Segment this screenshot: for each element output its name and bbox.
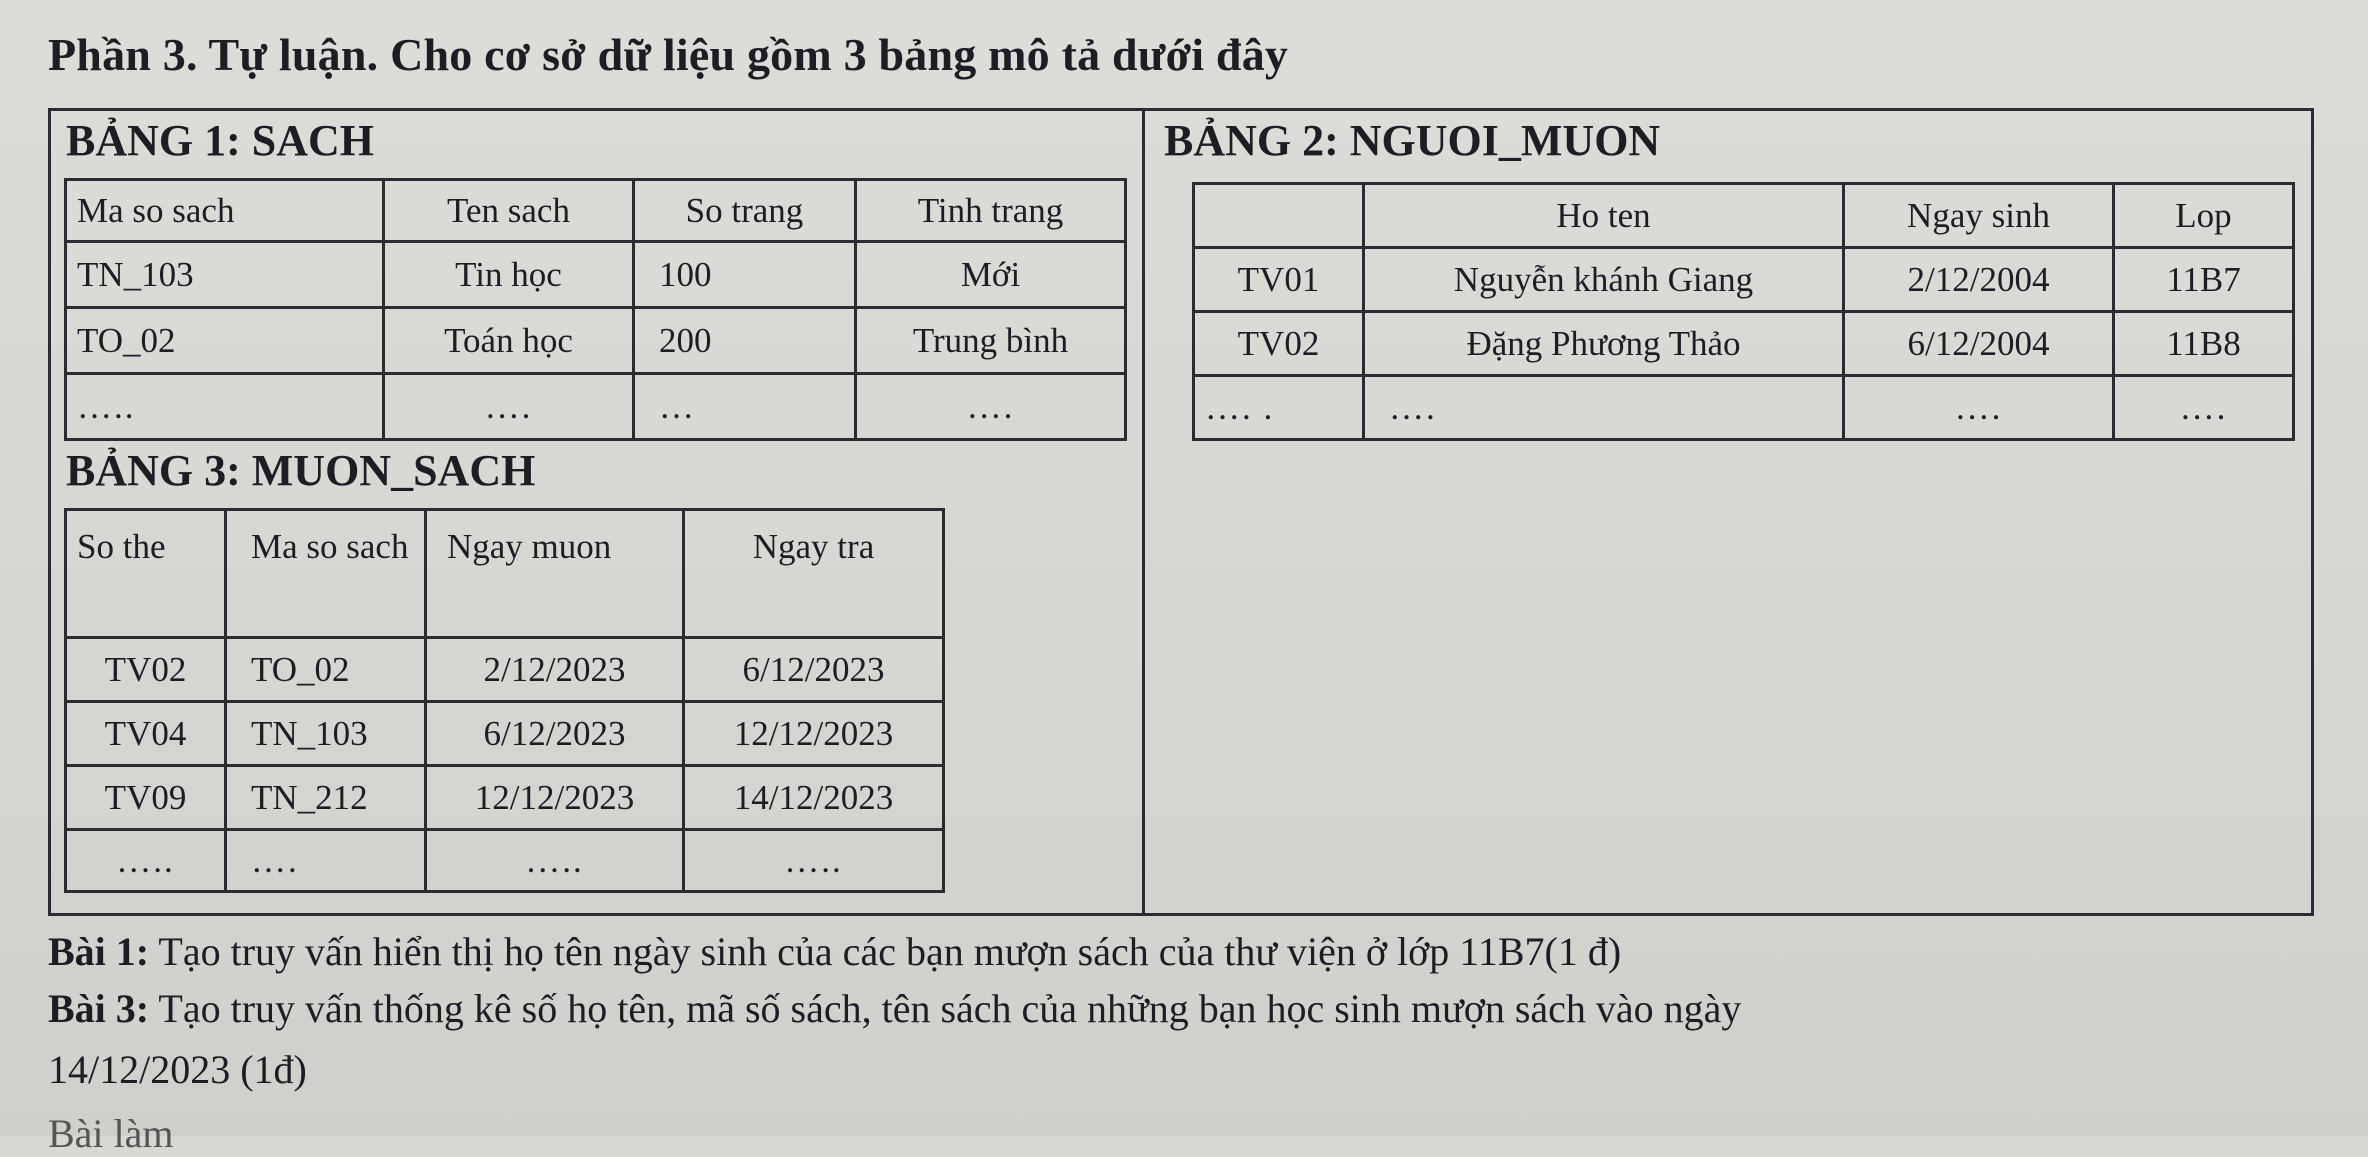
table-header-cell: Ma so sach bbox=[226, 510, 426, 638]
table-row bbox=[66, 766, 944, 830]
table-cell: ….. bbox=[684, 830, 944, 892]
table-cell: …. bbox=[1844, 376, 2114, 440]
table-cell: 6/12/2023 bbox=[426, 702, 684, 766]
task-1 bbox=[48, 928, 1621, 975]
table-cell: Mới bbox=[856, 242, 1126, 308]
table-row bbox=[66, 702, 944, 766]
table-cell: TN_212 bbox=[226, 766, 426, 830]
task-1-text: Tạo truy vấn hiển thị họ tên ngày sinh của các bạn mượn sách của thư viện ở lớp 11B7(1 đ) bbox=[158, 929, 1622, 974]
table-cell: …. bbox=[384, 374, 634, 440]
table-cell: Tin học bbox=[384, 242, 634, 308]
table-header-cell: Ma so sach bbox=[66, 180, 384, 242]
frame-divider bbox=[1142, 108, 1145, 916]
table-cell: Đặng Phương Thảo bbox=[1364, 312, 1844, 376]
table-cell: … bbox=[634, 374, 856, 440]
table-cell: …. bbox=[1364, 376, 1844, 440]
table-cell: 14/12/2023 bbox=[684, 766, 944, 830]
table-cell: 11B7 bbox=[2114, 248, 2294, 312]
table-cell: …. . bbox=[1194, 376, 1364, 440]
table-cell: TV02 bbox=[66, 638, 226, 702]
page-title: Phần 3. Tự luận. Cho cơ sở dữ liệu gồm 3 bảng mô tả dưới đây bbox=[48, 29, 1289, 80]
table-row bbox=[1194, 312, 2294, 376]
table-header-cell: Ngay sinh bbox=[1844, 184, 2114, 248]
table-cell: …. bbox=[226, 830, 426, 892]
table-cell: 2/12/2023 bbox=[426, 638, 684, 702]
table-cell: ….. bbox=[66, 374, 384, 440]
table-header-cell: Ten sach bbox=[384, 180, 634, 242]
table3-title: BẢNG 3: MUON_SACH bbox=[66, 446, 536, 495]
table-row bbox=[66, 638, 944, 702]
table-header-cell: Tinh trang bbox=[856, 180, 1126, 242]
task-3-continuation: 14/12/2023 (1đ) bbox=[48, 1047, 307, 1092]
table-cell: 12/12/2023 bbox=[684, 702, 944, 766]
table-cell: TN_103 bbox=[66, 242, 384, 308]
table-header-cell: So the bbox=[66, 510, 226, 638]
table2-nguoi-muon bbox=[1192, 182, 2295, 441]
table1-title: BẢNG 1: SACH bbox=[66, 116, 375, 165]
task-1-label: Bài 1: bbox=[48, 929, 150, 974]
table-cell: 11B8 bbox=[2114, 312, 2294, 376]
table-cell: 100 bbox=[634, 242, 856, 308]
table-cell: …. bbox=[2114, 376, 2294, 440]
table-header-cell: Lop bbox=[2114, 184, 2294, 248]
table-row bbox=[1194, 248, 2294, 312]
table-row bbox=[66, 242, 1126, 308]
task-3-text: Tạo truy vấn thống kê số họ tên, mã số sách, tên sách của những bạn học sinh mượn sách vào ngày bbox=[158, 986, 1742, 1031]
table-cell: 2/12/2004 bbox=[1844, 248, 2114, 312]
table-cell: TV09 bbox=[66, 766, 226, 830]
table-cell: TV02 bbox=[1194, 312, 1364, 376]
table-cell: 6/12/2004 bbox=[1844, 312, 2114, 376]
answer-label-cutoff: Bài làm bbox=[48, 1111, 174, 1156]
table-cell: 200 bbox=[634, 308, 856, 374]
table-row bbox=[66, 830, 944, 892]
table1-sach bbox=[64, 178, 1127, 441]
task-3 bbox=[48, 985, 1741, 1032]
table-cell: …. bbox=[856, 374, 1126, 440]
table-cell: TN_103 bbox=[226, 702, 426, 766]
table-header-row bbox=[1194, 184, 2294, 248]
table-header-cell: So trang bbox=[634, 180, 856, 242]
table-header-cell: Ngay tra bbox=[684, 510, 944, 638]
table-header-row bbox=[66, 180, 1126, 242]
table-cell: TV04 bbox=[66, 702, 226, 766]
table-cell: ….. bbox=[66, 830, 226, 892]
table-cell: TV01 bbox=[1194, 248, 1364, 312]
table-header-cell: Ngay muon bbox=[426, 510, 684, 638]
table-cell: Nguyễn khánh Giang bbox=[1364, 248, 1844, 312]
table-row bbox=[66, 308, 1126, 374]
table-cell: Trung bình bbox=[856, 308, 1126, 374]
table-cell: Toán học bbox=[384, 308, 634, 374]
task-3-label: Bài 3: bbox=[48, 986, 150, 1031]
table-row bbox=[66, 374, 1126, 440]
table-header-cell: Ho ten bbox=[1364, 184, 1844, 248]
table-header-row bbox=[66, 510, 944, 638]
table3-muon-sach bbox=[64, 508, 945, 893]
table-cell: TO_02 bbox=[226, 638, 426, 702]
table-cell: ….. bbox=[426, 830, 684, 892]
table-header-cell bbox=[1194, 184, 1364, 248]
table-row bbox=[1194, 376, 2294, 440]
table-cell: 12/12/2023 bbox=[426, 766, 684, 830]
table-cell: TO_02 bbox=[66, 308, 384, 374]
table2-title: BẢNG 2: NGUOI_MUON bbox=[1164, 116, 1661, 165]
table-cell: 6/12/2023 bbox=[684, 638, 944, 702]
